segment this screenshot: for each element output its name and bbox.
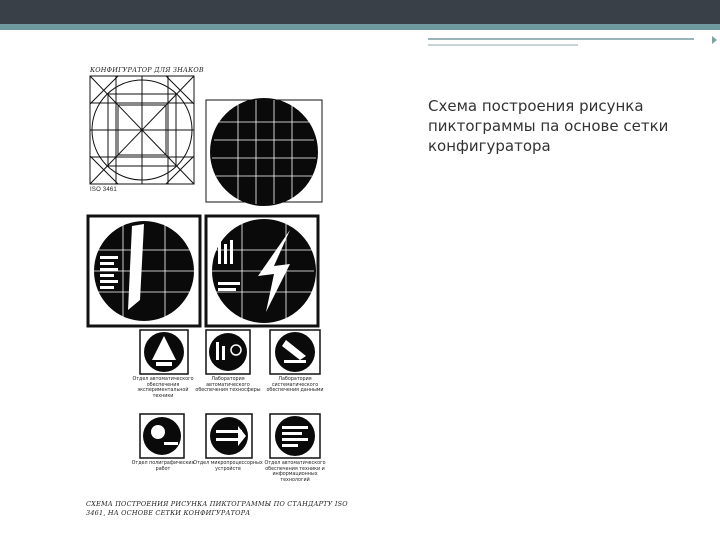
icon-caption-5: Отдел микропроцессорных устройств <box>193 461 263 472</box>
iso-label-text: ISO 3461 <box>90 187 117 193</box>
figure-scan <box>78 60 368 520</box>
small-icon-3 <box>270 330 320 374</box>
figure-bottom-caption: СХЕМА ПОСТРОЕНИЯ РИСУНКА ПИКТОГРАММЫ ПО СТАНДАРТУ ISO 3461, НА ОСНОВЕ СЕТКИ КОНФИГУРАТОРА <box>86 500 348 517</box>
icon-caption-1: Отдел автоматического обеспечения экспериментальной техники <box>132 377 194 399</box>
ruler-pictogram-icon <box>88 216 200 326</box>
configurator-label: КОНФИГУРАТОР ДЛЯ ЗНАКОВ <box>90 66 204 74</box>
icon-caption-6: Отдел автоматического обеспечения техники и информационных технологий <box>264 461 326 483</box>
small-icon-5 <box>206 414 252 458</box>
corner-marker-icon <box>712 36 717 44</box>
title-bar <box>0 0 720 24</box>
accent-stripe <box>0 24 720 30</box>
header-rule <box>428 38 694 40</box>
icon-caption-2: Лаборатория автоматического обеспечения техносферы <box>195 377 261 393</box>
lightning-pictogram-icon <box>206 216 318 326</box>
configurator-grid <box>90 76 194 184</box>
header-rule-short <box>428 44 578 46</box>
small-icon-4 <box>140 414 184 458</box>
circle-grid-icon <box>206 98 322 206</box>
icon-caption-4: Отдел полиграфических работ <box>131 461 195 472</box>
icon-caption-3: Лаборатория систематического обеспечения данными <box>266 377 324 393</box>
pictogram-diagram <box>78 60 368 520</box>
small-icon-1 <box>140 330 188 374</box>
small-icon-2 <box>206 330 250 374</box>
small-icon-6 <box>270 414 320 458</box>
slide-caption: Схема построения рисунка пиктограммы па основе сетки конфигуратора <box>428 97 669 155</box>
